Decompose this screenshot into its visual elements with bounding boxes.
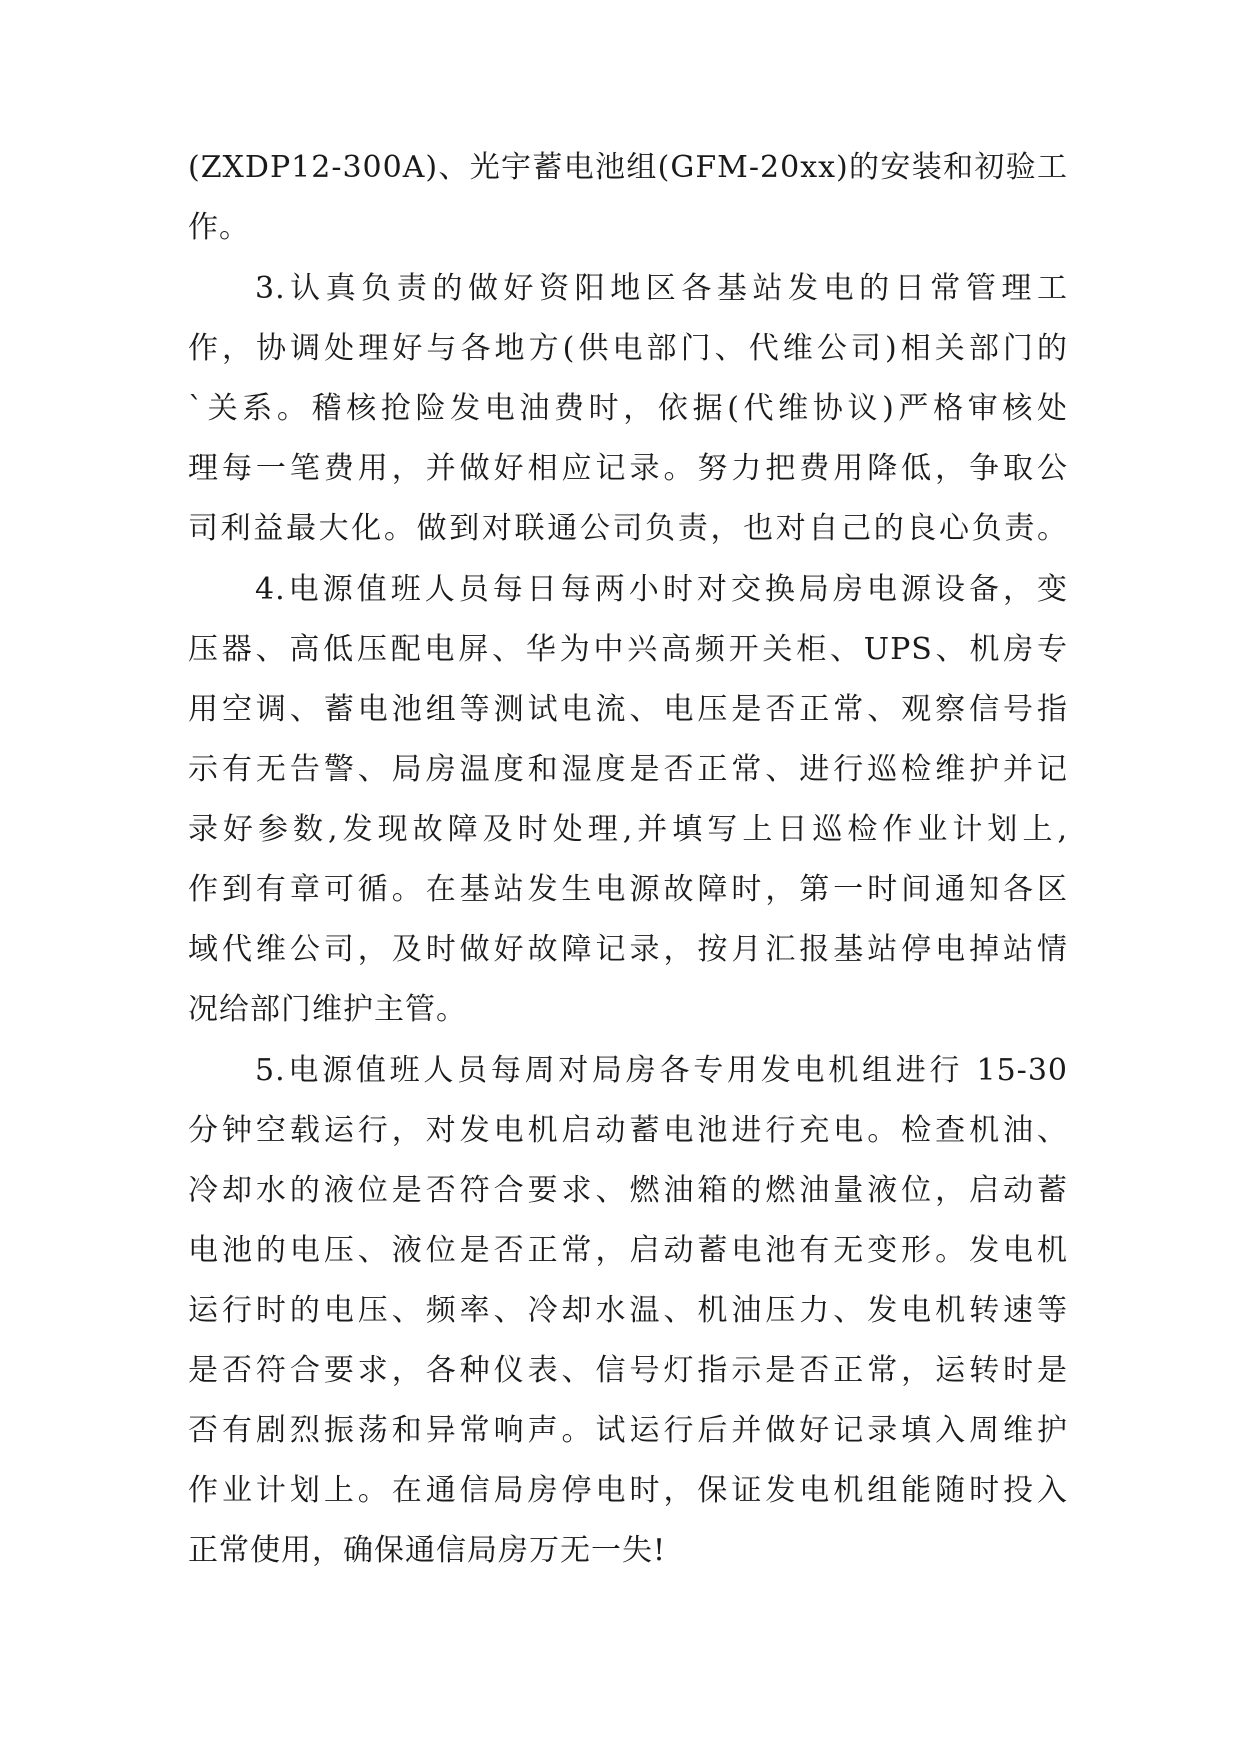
- text-line: 5.电源值班人员每周对局房各专用发电机组进行 15-30: [255, 1053, 1068, 1088]
- text-line: 作业计划上。在通信局房停电时，保证发电机组能随时投入: [188, 1473, 1068, 1508]
- text-line: 作。: [188, 210, 250, 245]
- text-line: 4.电源值班人员每日每两小时对交换局房电源设备，变: [255, 572, 1068, 607]
- text-line: 电池的电压、液位是否正常，启动蓄电池有无变形。发电机: [188, 1233, 1068, 1268]
- text-line: 况给部门维护主管。: [188, 992, 467, 1027]
- text-line: (ZXDP12-300A)、光宇蓄电池组(GFM-20xx)的安装和初验工: [188, 150, 1068, 185]
- text-line: 是否符合要求，各种仪表、信号灯指示是否正常，运转时是: [188, 1353, 1068, 1388]
- text-line: 司利益最大化。做到对联通公司负责，也对自己的良心负责。: [188, 511, 1068, 546]
- text-line: 录好参数,发现故障及时处理,并填写上日巡检作业计划上,: [188, 812, 1068, 847]
- text-line: 3.认真负责的做好资阳地区各基站发电的日常管理工: [255, 271, 1068, 306]
- text-line: 用空调、蓄电池组等测试电流、电压是否正常、观察信号指: [188, 692, 1068, 727]
- text-line: 正常使用，确保通信局房万无一失!: [188, 1533, 667, 1568]
- text-line: `关系。稽核抢险发电油费时，依据(代维协议)严格审核处: [188, 391, 1068, 426]
- text-line: 冷却水的液位是否符合要求、燃油箱的燃油量液位，启动蓄: [188, 1173, 1068, 1208]
- text-line: 作到有章可循。在基站发生电源故障时，第一时间通知各区: [188, 872, 1068, 907]
- text-line: 理每一笔费用，并做好相应记录。努力把费用降低，争取公: [188, 451, 1068, 486]
- text-line: 分钟空载运行，对发电机启动蓄电池进行充电。检查机油、: [188, 1113, 1068, 1148]
- text-line: 运行时的电压、频率、冷却水温、机油压力、发电机转速等: [188, 1293, 1068, 1328]
- text-line: 否有剧烈振荡和异常响声。试运行后并做好记录填入周维护: [188, 1413, 1068, 1448]
- text-line: 作，协调处理好与各地方(供电部门、代维公司)相关部门的: [188, 331, 1068, 366]
- text-line: 示有无告警、局房温度和湿度是否正常、进行巡检维护并记: [188, 752, 1068, 787]
- text-line: 域代维公司，及时做好故障记录，按月汇报基站停电掉站情: [188, 932, 1068, 967]
- text-line: 压器、高低压配电屏、华为中兴高频开关柜、UPS、机房专: [188, 632, 1068, 667]
